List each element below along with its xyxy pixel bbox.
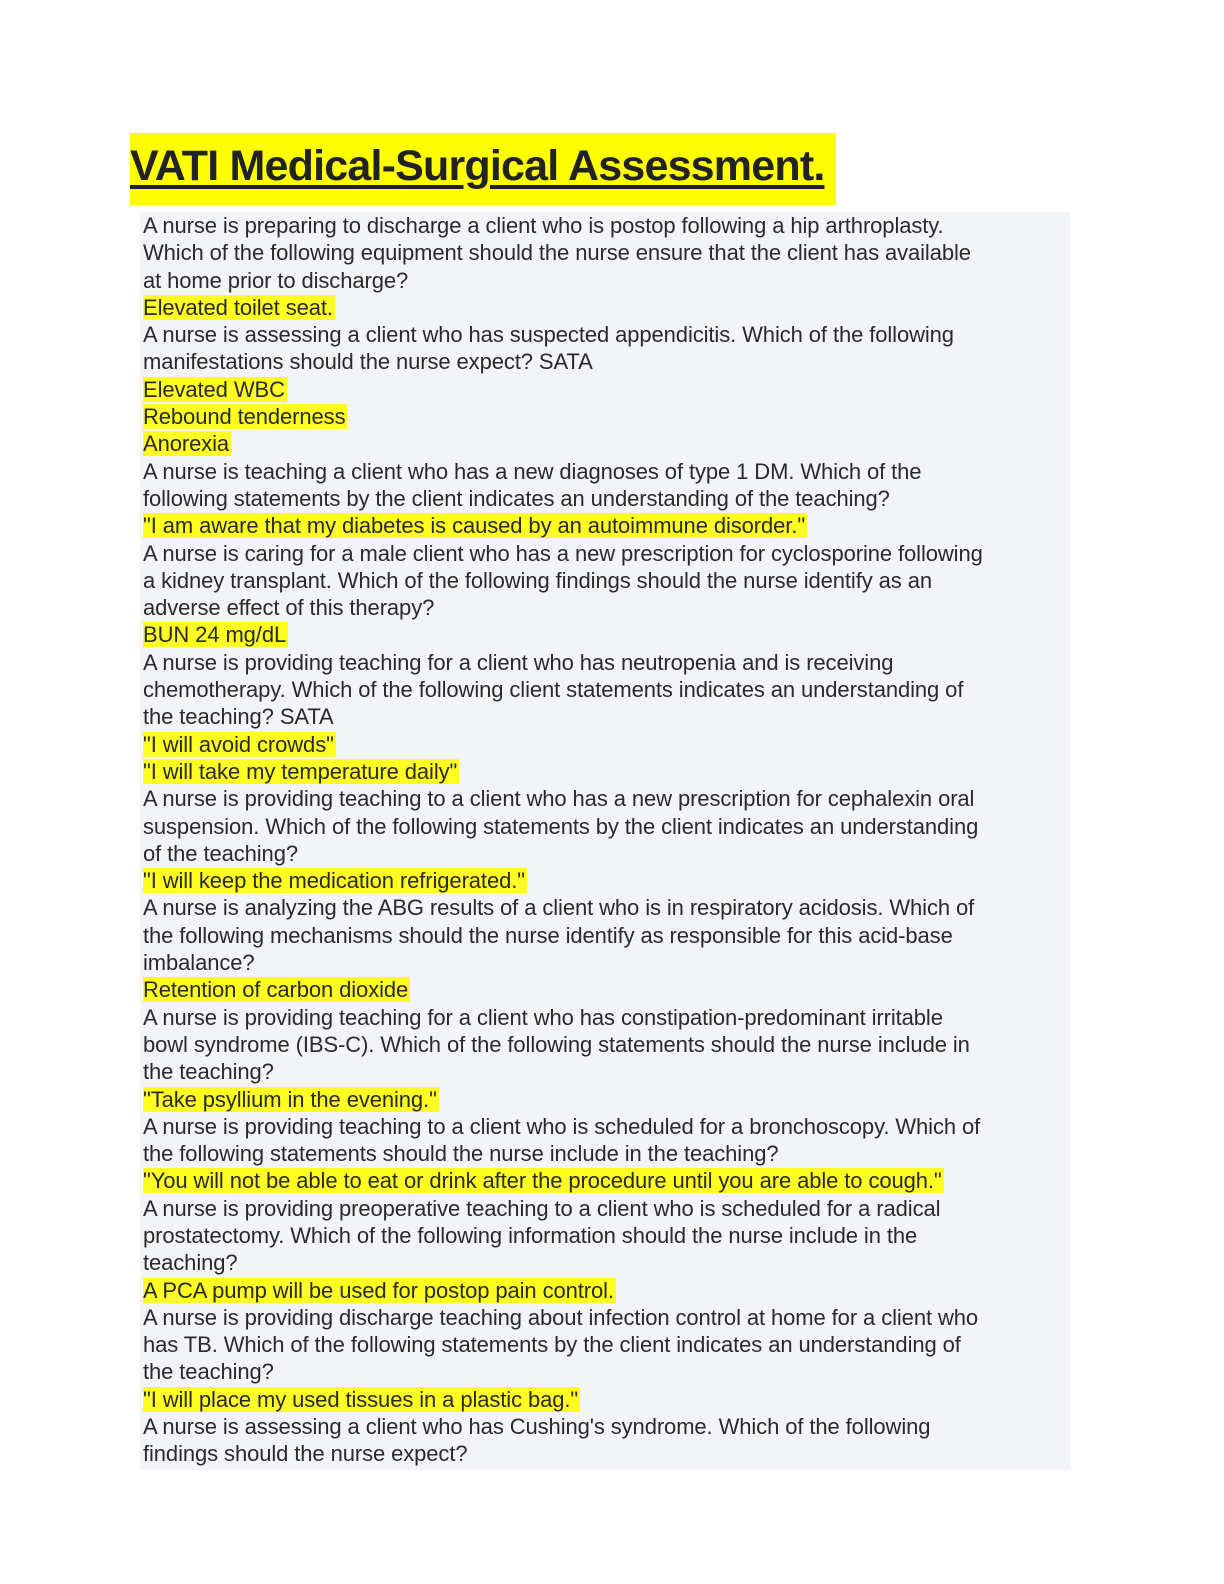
answer-line — [143, 621, 1067, 648]
question-line: of the teaching? — [143, 840, 298, 866]
question-line: A nurse is assessing a client who has suspected appendicitis. Which of the following — [143, 322, 954, 348]
question-line: a kidney transplant. Which of the following findings should the nurse identify as an — [143, 567, 932, 593]
question-line: at home prior to discharge? — [143, 267, 409, 293]
answer-line — [143, 512, 1067, 539]
question-line: A nurse is providing teaching for a client who has constipation-predominant irritable — [143, 1004, 943, 1030]
question-line: bowl syndrome (IBS-C). Which of the following statements should the nurse include in — [143, 1031, 970, 1057]
question-line: the following statements should the nurse include in the teaching? — [143, 1141, 779, 1167]
question-line: imbalance? — [143, 950, 255, 976]
answer-line — [143, 376, 1067, 403]
highlighted-answer: "I will avoid crowds" — [143, 731, 334, 757]
question-line: adverse effect of this therapy? — [143, 595, 435, 621]
highlighted-answer: Retention of carbon dioxide — [143, 977, 409, 1003]
question-line: A nurse is providing teaching to a client who is scheduled for a bronchoscopy. Which of — [143, 1113, 981, 1139]
question-line: A nurse is teaching a client who has a new diagnoses of type 1 DM. Which of the — [143, 458, 922, 484]
answer-line — [143, 976, 1067, 1003]
answer-line — [143, 1086, 1067, 1113]
question-line: findings should the nurse expect? — [143, 1441, 468, 1467]
answer-line — [143, 867, 1067, 894]
question-line: A nurse is providing teaching to a client who has a new prescription for cephalexin oral — [143, 786, 975, 812]
answer-line — [143, 731, 1067, 758]
highlighted-answer: A PCA pump will be used for postop pain control. — [143, 1277, 614, 1303]
question-line: A nurse is caring for a male client who has a new prescription for cyclosporine following — [143, 540, 983, 566]
question-answer-list — [143, 212, 1067, 1468]
question-line: A nurse is providing discharge teaching about infection control at home for a client who — [143, 1304, 979, 1330]
highlighted-answer: "I will place my used tissues in a plastic bag." — [143, 1386, 579, 1412]
answer-line — [143, 403, 1067, 430]
question-line: prostatectomy. Which of the following information should the nurse include in the — [143, 1222, 918, 1248]
highlighted-answer: Anorexia — [143, 431, 230, 457]
page-title: VATI Medical-Surgical Assessment. — [130, 142, 825, 190]
question-line: A nurse is assessing a client who has Cushing's syndrome. Which of the following — [143, 1414, 931, 1440]
question-line: Which of the following equipment should the nurse ensure that the client has available — [143, 240, 971, 266]
answer-line — [143, 758, 1067, 785]
highlighted-answer: "I will take my temperature daily" — [143, 758, 458, 784]
highlighted-answer: Rebound tenderness — [143, 404, 346, 430]
highlighted-answer: "I will keep the medication refrigerated." — [143, 868, 525, 894]
question-line: following statements by the client indicates an understanding of the teaching? — [143, 485, 890, 511]
highlighted-answer: "I am aware that my diabetes is caused by an autoimmune disorder." — [143, 513, 806, 539]
question-line: suspension. Which of the following statements by the client indicates an understanding — [143, 813, 979, 839]
question-line: chemotherapy. Which of the following client statements indicates an understanding of — [143, 677, 964, 703]
question-line: has TB. Which of the following statements by the client indicates an understanding of — [143, 1332, 961, 1358]
question-line: teaching? — [143, 1250, 238, 1276]
answer-line — [143, 1386, 1067, 1413]
highlighted-answer: Elevated toilet seat. — [143, 294, 333, 320]
question-line: the teaching? — [143, 1059, 274, 1085]
highlighted-answer: "Take psyllium in the evening." — [143, 1086, 437, 1112]
answer-line — [143, 294, 1067, 321]
answer-line — [143, 1167, 1067, 1194]
highlighted-answer: BUN 24 mg/dL — [143, 622, 287, 648]
highlighted-answer: Elevated WBC — [143, 376, 285, 402]
question-line: A nurse is analyzing the ABG results of a client who is in respiratory acidosis. Which of — [143, 895, 975, 921]
answer-line — [143, 1277, 1067, 1304]
question-line: manifestations should the nurse expect? SATA — [143, 349, 593, 375]
question-line: A nurse is providing preoperative teaching to a client who is scheduled for a radical — [143, 1195, 941, 1221]
answer-line — [143, 430, 1067, 457]
question-line: the following mechanisms should the nurse identify as responsible for this acid-base — [143, 922, 953, 948]
highlighted-answer: "You will not be able to eat or drink after the procedure until you are able to cough." — [143, 1168, 942, 1194]
question-line: A nurse is preparing to discharge a client who is postop following a hip arthroplasty. — [143, 213, 944, 238]
question-line: the teaching? SATA — [143, 704, 334, 730]
question-line: A nurse is providing teaching for a client who has neutropenia and is receiving — [143, 649, 894, 675]
question-line: the teaching? — [143, 1359, 274, 1385]
